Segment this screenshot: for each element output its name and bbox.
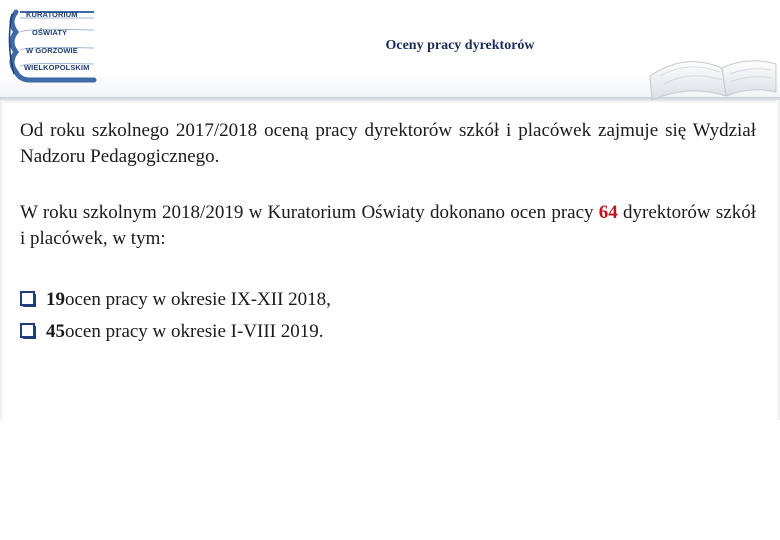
list-item	[20, 316, 756, 348]
assessment-list	[20, 284, 756, 348]
summary-text-after: dyrektorów szkół i placówek, w tym:	[20, 202, 756, 249]
logo-line-3: W GORZOWIE	[26, 46, 78, 55]
list-item-text: ocen pracy w okresie I-VIII 2019.	[65, 321, 324, 342]
square-checkbox-bullet-icon	[20, 291, 34, 305]
list-item-count: 19	[46, 289, 65, 310]
paragraph-summary	[20, 200, 756, 252]
summary-text-before: W roku szkolnym 2018/2019 w Kuratorium Oświaty dokonano ocen pracy	[20, 202, 599, 223]
open-book-icon	[630, 46, 780, 104]
logo-line-2: OŚWIATY	[32, 28, 68, 37]
director-count: 64	[598, 202, 618, 223]
logo-line-1: KURATORIUM	[26, 10, 78, 19]
list-item-count: 45	[46, 321, 65, 342]
logo-line-4: WIELKOPOLSKIM	[24, 63, 90, 72]
right-edge-shadow	[776, 100, 780, 420]
square-checkbox-bullet-icon	[20, 323, 34, 337]
paragraph-responsibility: Od roku szkolnego 2017/2018 oceną pracy dyrektorów szkół i placówek zajmuje się Wydział Nadzoru Pedagogicznego.	[20, 120, 756, 167]
list-item	[20, 284, 756, 316]
left-edge-shadow	[0, 100, 4, 420]
slide-content	[20, 118, 756, 348]
page-title: Oceny pracy dyrektorów	[385, 38, 535, 53]
curatorium-logo	[6, 4, 100, 86]
list-item-text: ocen pracy w okresie IX-XII 2018,	[65, 289, 331, 310]
